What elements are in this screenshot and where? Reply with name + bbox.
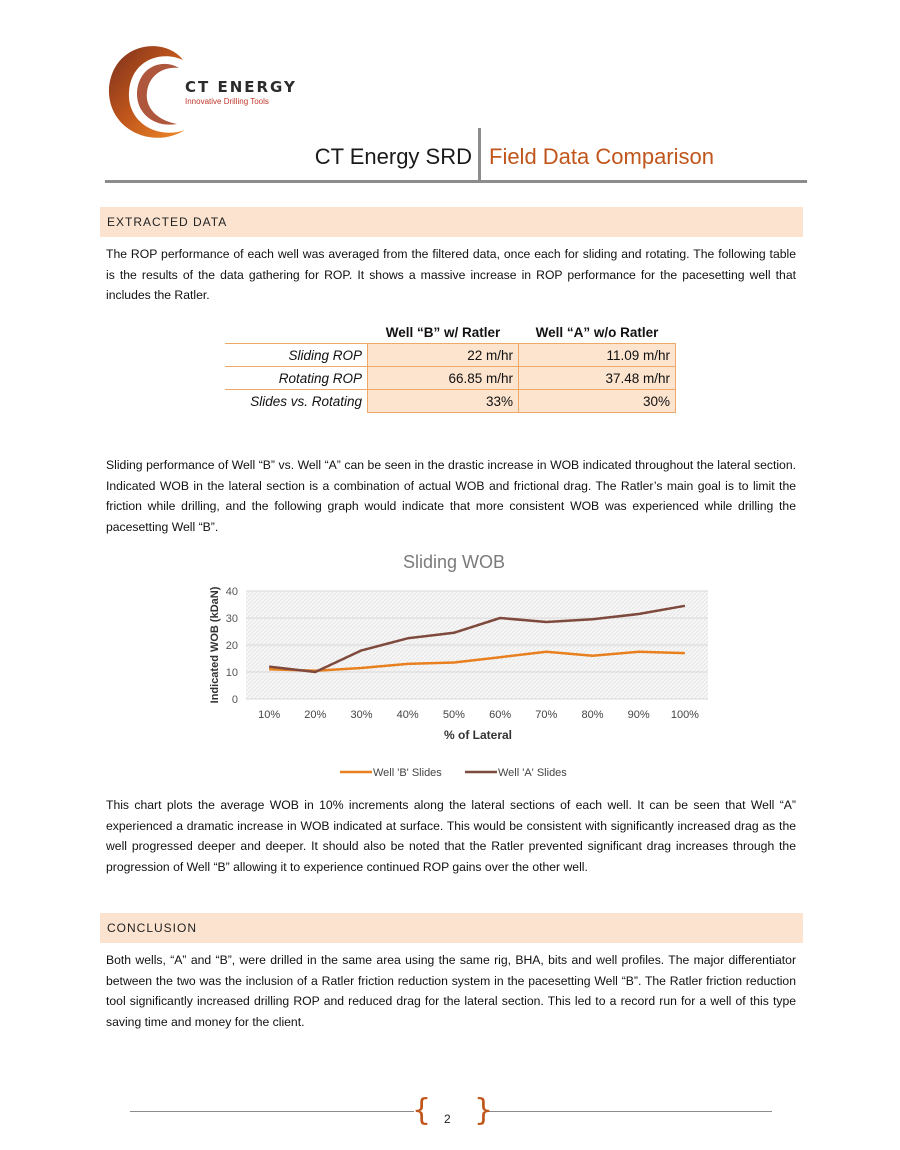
- y-tick-label: 30: [225, 613, 238, 625]
- header-document-title: Field Data Comparison: [489, 144, 714, 169]
- legend-label: Well 'A' Slides: [498, 767, 567, 779]
- x-axis-label: % of Lateral: [443, 728, 513, 742]
- table-header-well-b: Well “B” w/ Ratler: [385, 324, 501, 340]
- table-row: [225, 390, 676, 413]
- section-heading-extracted-data: [100, 207, 803, 237]
- section-heading-text: EXTRACTED DATA: [107, 215, 228, 229]
- footer-rule-left: [130, 1111, 414, 1112]
- x-tick-label: 100%: [670, 709, 699, 721]
- row-label: Slides vs. Rotating: [225, 390, 368, 413]
- y-tick-label: 10: [225, 667, 238, 679]
- legend-label: Well 'B' Slides: [373, 767, 442, 779]
- footer-right-brace: }: [474, 1093, 494, 1128]
- cell-well-a: 11.09 m/hr: [519, 344, 676, 367]
- section-heading-text: CONCLUSION: [107, 921, 198, 935]
- x-tick-label: 30%: [350, 709, 373, 721]
- x-tick-label: 20%: [304, 709, 327, 721]
- table-header-well-a: Well “A” w/o Ratler: [535, 324, 659, 340]
- x-tick-label: 40%: [396, 709, 419, 721]
- chart-title: Sliding WOB: [402, 552, 506, 572]
- y-tick-label: 20: [225, 640, 238, 652]
- y-axis-label: Indicated WOB (kDaN): [209, 586, 221, 704]
- logo-tagline: Innovative Drilling Tools: [185, 97, 269, 106]
- table-row: [225, 344, 676, 367]
- page-number: 2: [444, 1112, 451, 1126]
- x-tick-label: 60%: [489, 709, 512, 721]
- cell-well-a: 37.48 m/hr: [519, 367, 676, 390]
- paragraph-conclusion: Both wells, “A” and “B”, were drilled in the same area using the same rig, BHA, bits and well profiles. The major differentiator between the two was the inclusion of a Ratler friction reduction system in the pacesetting Well “B”. The Ratler friction reduction tool significantly increased drilling ROP and reduced drag for the lateral section. This led to a record run for a well of this type saving time and money for the client.: [106, 953, 796, 1029]
- header-divider: [478, 128, 481, 180]
- cell-well-b: 33%: [368, 390, 519, 413]
- rop-comparison-table: [225, 321, 676, 413]
- x-tick-label: 10%: [258, 709, 281, 721]
- paragraph-sliding-performance: Sliding performance of Well “B” vs. Well “A” can be seen in the drastic increase in WOB indicated throughout the lateral section. Indicated WOB in the lateral section is a combination of actual WOB and frictional drag. The Ratler’s main goal is to limit the friction while drilling, and the following graph would indicate that more consistent WOB was experienced while drilling the pacesetting Well “B”.: [106, 458, 796, 534]
- paragraph-chart-explanation: This chart plots the average WOB in 10% increments along the lateral sections of each well. It can be seen that Well “A” experienced a dramatic increase in WOB indicated at surface. This would be consistent with significantly increased drag as the well progressed deeper and deeper. It should also be noted that the Ratler prevented significant drag increases through the progression of Well “B” allowing it to experience continued ROP gains over the other well.: [106, 798, 796, 874]
- chart-legend: [340, 767, 567, 779]
- x-tick-label: 50%: [442, 709, 465, 721]
- logo-name: CT ENERGY: [185, 78, 297, 96]
- x-tick-label: 90%: [627, 709, 650, 721]
- header-company-title: CT Energy SRD: [314, 144, 472, 169]
- x-tick-label: 70%: [535, 709, 558, 721]
- paragraph-rop-intro: The ROP performance of each well was averaged from the filtered data, once each for sliding and rotating. The following table is the results of the data gathering for ROP. It shows a massive increase in ROP performance for the pacesetting well that includes the Ratler.: [106, 247, 796, 303]
- cell-well-b: 22 m/hr: [368, 344, 519, 367]
- row-label: Sliding ROP: [225, 344, 368, 367]
- row-label: Rotating ROP: [225, 367, 368, 390]
- x-tick-label: 80%: [581, 709, 604, 721]
- y-tick-label: 0: [231, 694, 238, 706]
- cell-well-a: 30%: [519, 390, 676, 413]
- footer-left-brace: {: [412, 1093, 432, 1128]
- cell-well-b: 66.85 m/hr: [368, 367, 519, 390]
- document-header: [105, 128, 807, 183]
- y-tick-label: 40: [225, 586, 238, 598]
- sliding-wob-chart: [200, 545, 720, 785]
- section-heading-conclusion: [100, 913, 803, 943]
- table-row: [225, 367, 676, 390]
- footer-rule-right: [486, 1111, 772, 1112]
- table-header-row: [225, 321, 676, 344]
